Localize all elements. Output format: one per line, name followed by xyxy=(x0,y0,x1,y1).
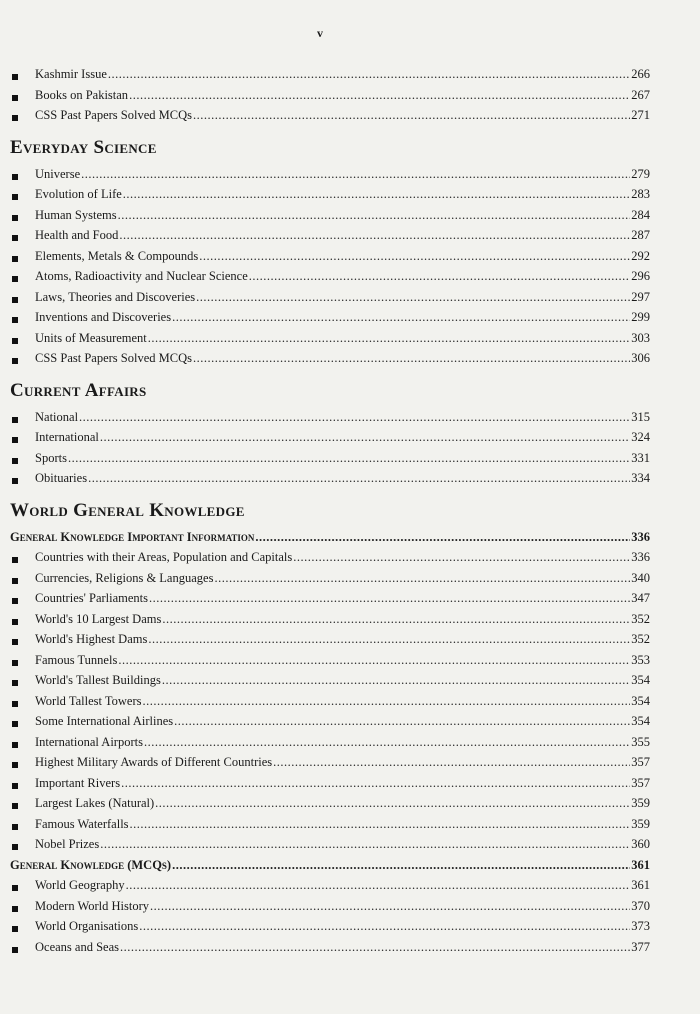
toc-entry-label: Evolution of Life xyxy=(35,187,122,201)
section-heading-world-gk: World General Knowledge xyxy=(10,499,245,521)
toc-entry[interactable] xyxy=(10,937,650,958)
toc-entry[interactable] xyxy=(10,348,650,369)
leader-dots xyxy=(199,246,630,267)
toc-entry[interactable] xyxy=(10,328,650,349)
bullet-icon xyxy=(12,358,18,364)
bullet-icon xyxy=(12,215,18,221)
toc-entry[interactable] xyxy=(10,814,650,835)
bullet-icon xyxy=(12,578,18,584)
current-affairs-list xyxy=(10,407,650,489)
toc-entry[interactable] xyxy=(10,225,650,246)
leader-dots xyxy=(118,205,631,226)
leader-dots xyxy=(143,691,631,712)
toc-entry-page: 331 xyxy=(631,450,650,465)
subheading-gk-important-info[interactable] xyxy=(10,527,650,548)
bullet-icon xyxy=(12,338,18,344)
toc-entry[interactable] xyxy=(10,650,650,671)
leader-dots xyxy=(196,287,630,308)
toc-entry-page: 299 xyxy=(631,310,650,324)
leader-dots xyxy=(108,64,630,85)
toc-entry[interactable] xyxy=(10,711,650,732)
toc-entry-page: 266 xyxy=(631,67,650,81)
toc-entry-page: 354 xyxy=(631,693,650,708)
toc-entry[interactable] xyxy=(10,875,650,896)
bullet-icon xyxy=(12,115,18,121)
toc-entry-label: Famous Waterfalls xyxy=(35,816,129,831)
toc-entry[interactable] xyxy=(10,287,650,308)
subheading-page: 361 xyxy=(631,857,650,872)
bullet-icon xyxy=(12,194,18,200)
toc-entry[interactable] xyxy=(10,670,650,691)
leader-dots xyxy=(119,225,630,246)
toc-entry-page: 296 xyxy=(631,269,650,283)
toc-entry[interactable] xyxy=(10,896,650,917)
toc-entry[interactable] xyxy=(10,793,650,814)
leader-dots xyxy=(100,427,630,448)
bullet-icon xyxy=(12,95,18,101)
toc-entry-page: 370 xyxy=(631,898,650,913)
toc-entry-page: 359 xyxy=(631,796,650,810)
toc-entry-label: Inventions and Discoveries xyxy=(35,310,172,324)
toc-entry-label: Laws, Theories and Discoveries xyxy=(35,289,196,304)
toc-entry-label: World Tallest Towers xyxy=(35,693,142,708)
toc-entry-page: 352 xyxy=(631,632,650,646)
leader-dots xyxy=(150,896,630,917)
toc-entry[interactable] xyxy=(10,588,650,609)
toc-entry[interactable] xyxy=(10,307,650,328)
toc-entry[interactable] xyxy=(10,691,650,712)
leader-dots xyxy=(162,670,630,691)
toc-entry[interactable] xyxy=(10,427,650,448)
bullet-icon xyxy=(12,557,18,563)
toc-entry[interactable] xyxy=(10,609,650,630)
leader-dots xyxy=(148,629,630,650)
leader-dots xyxy=(255,527,630,548)
toc-entry[interactable] xyxy=(10,916,650,937)
bullet-icon xyxy=(12,256,18,262)
leader-dots xyxy=(214,568,630,589)
toc-entry-page: 279 xyxy=(631,166,650,181)
leader-dots xyxy=(144,732,630,753)
toc-entry-label: Human Systems xyxy=(35,207,117,222)
toc-entry-label: National xyxy=(35,409,79,424)
leader-dots xyxy=(149,588,630,609)
toc-entry-page: 297 xyxy=(631,289,650,304)
bullet-icon xyxy=(12,824,18,830)
toc-entry-page: 287 xyxy=(631,228,650,242)
toc-entry-page: 361 xyxy=(631,878,650,892)
bullet-icon xyxy=(12,276,18,282)
leader-dots xyxy=(162,609,630,630)
toc-entry-page: 267 xyxy=(631,87,650,102)
bullet-icon xyxy=(12,235,18,241)
toc-entry[interactable] xyxy=(10,448,650,469)
bullet-icon xyxy=(12,783,18,789)
bullet-icon xyxy=(12,742,18,748)
toc-entry[interactable] xyxy=(10,105,650,126)
toc-entry-label: Nobel Prizes xyxy=(35,837,100,851)
toc-entry-label: Currencies, Religions & Languages xyxy=(35,570,214,585)
everyday-science-list xyxy=(10,164,650,369)
bullet-icon xyxy=(12,762,18,768)
table-of-contents xyxy=(10,64,650,957)
bullet-icon xyxy=(12,639,18,645)
toc-entry-label: Units of Measurement xyxy=(35,330,147,345)
leader-dots xyxy=(129,85,630,106)
bullet-icon xyxy=(12,598,18,604)
bullet-icon xyxy=(12,417,18,423)
toc-entry-page: 340 xyxy=(631,570,650,585)
leader-dots xyxy=(273,752,630,773)
toc-entry-label: Largest Lakes (Natural) xyxy=(35,796,155,810)
toc-entry[interactable] xyxy=(10,164,650,185)
bullet-icon xyxy=(12,680,18,686)
toc-entry[interactable] xyxy=(10,834,650,855)
toc-entry[interactable] xyxy=(10,629,650,650)
bullet-icon xyxy=(12,619,18,625)
intro-list xyxy=(10,64,650,126)
bullet-icon xyxy=(12,947,18,953)
toc-entry-page: 359 xyxy=(631,816,650,831)
toc-entry-label: World's 10 Largest Dams xyxy=(35,611,162,626)
toc-entry-page: 271 xyxy=(631,108,650,122)
bullet-icon xyxy=(12,885,18,891)
toc-entry-label: Highest Military Awards of Different Countries xyxy=(35,755,273,769)
toc-entry-page: 303 xyxy=(631,330,650,345)
toc-entry-page: 306 xyxy=(631,351,650,365)
toc-entry-page: 324 xyxy=(631,430,650,444)
bullet-icon xyxy=(12,297,18,303)
toc-entry-label: Kashmir Issue xyxy=(35,67,107,81)
subheading-page: 336 xyxy=(631,529,650,544)
toc-entry-page: 347 xyxy=(631,591,650,605)
leader-dots xyxy=(126,875,631,896)
toc-entry-page: 283 xyxy=(631,187,650,201)
toc-entry[interactable] xyxy=(10,547,650,568)
leader-dots xyxy=(121,773,630,794)
toc-entry-label: Some International Airlines xyxy=(35,714,174,728)
toc-entry-label: World Organisations xyxy=(35,919,139,933)
toc-entry-label: World's Tallest Buildings xyxy=(35,673,161,687)
toc-entry[interactable] xyxy=(10,246,650,267)
bullet-icon xyxy=(12,174,18,180)
bullet-icon xyxy=(12,701,18,707)
leader-dots xyxy=(81,164,630,185)
bullet-icon xyxy=(12,906,18,912)
toc-entry-page: 355 xyxy=(631,734,650,749)
toc-entry[interactable] xyxy=(10,205,650,226)
subheading-label: General Knowledge (MCQs) xyxy=(10,857,172,872)
toc-entry-label: Sports xyxy=(35,450,67,465)
toc-entry[interactable] xyxy=(10,85,650,106)
toc-entry[interactable] xyxy=(10,752,650,773)
toc-entry-label: International xyxy=(35,430,99,444)
toc-entry-page: 357 xyxy=(631,775,650,790)
bullet-icon xyxy=(12,926,18,932)
toc-entry[interactable] xyxy=(10,468,650,489)
toc-entry-label: Elements, Metals & Compounds xyxy=(35,248,199,263)
leader-dots xyxy=(174,711,630,732)
toc-entry-label: World's Highest Dams xyxy=(35,632,148,646)
toc-entry-page: 284 xyxy=(631,207,650,222)
bullet-icon xyxy=(12,660,18,666)
toc-entry-page: 357 xyxy=(631,755,650,769)
toc-entry-label: Famous Tunnels xyxy=(35,652,118,667)
bullet-icon xyxy=(12,803,18,809)
toc-entry[interactable] xyxy=(10,568,650,589)
subheading-gk-mcqs[interactable] xyxy=(10,855,650,876)
leader-dots xyxy=(139,916,630,937)
toc-entry-page: 353 xyxy=(631,652,650,667)
toc-entry-page: 292 xyxy=(631,248,650,263)
leader-dots xyxy=(88,468,630,489)
section-heading-current-affairs: Current Affairs xyxy=(10,379,147,401)
leader-dots xyxy=(120,937,630,958)
toc-entry-label: Modern World History xyxy=(35,898,150,913)
toc-entry-page: 373 xyxy=(631,919,650,933)
page-number: v xyxy=(317,26,323,40)
leader-dots xyxy=(68,448,630,469)
toc-entry-label: Countries with their Areas, Population and Capitals xyxy=(35,550,293,564)
toc-entry[interactable] xyxy=(10,773,650,794)
toc-entry-label: CSS Past Papers Solved MCQs xyxy=(35,351,192,365)
toc-entry-label: World Geography xyxy=(35,878,125,892)
toc-entry-label: International Airports xyxy=(35,734,143,749)
toc-entry-page: 334 xyxy=(631,471,650,485)
bullet-icon xyxy=(12,437,18,443)
toc-entry-label: Oceans and Seas xyxy=(35,939,119,954)
leader-dots xyxy=(123,184,630,205)
toc-entry-page: 354 xyxy=(631,714,650,728)
leader-dots xyxy=(148,328,630,349)
section-heading-everyday-science: Everyday Science xyxy=(10,136,157,158)
toc-entry[interactable] xyxy=(10,732,650,753)
toc-entry-label: Important Rivers xyxy=(35,775,121,790)
toc-entry[interactable] xyxy=(10,184,650,205)
toc-entry[interactable] xyxy=(10,266,650,287)
leader-dots xyxy=(79,407,630,428)
toc-entry[interactable] xyxy=(10,407,650,428)
leader-dots xyxy=(118,650,630,671)
toc-entry-page: 360 xyxy=(631,837,650,851)
toc-entry-label: Obituaries xyxy=(35,471,88,485)
toc-entry-page: 354 xyxy=(631,673,650,687)
leader-dots xyxy=(130,814,631,835)
leader-dots xyxy=(293,547,630,568)
leader-dots xyxy=(193,105,630,126)
toc-entry-page: 336 xyxy=(631,550,650,564)
toc-entry-page: 315 xyxy=(631,409,650,424)
toc-entry-label: Universe xyxy=(35,166,81,181)
leader-dots xyxy=(193,348,630,369)
leader-dots xyxy=(155,793,630,814)
toc-entry-label: Atoms, Radioactivity and Nuclear Science xyxy=(35,269,248,283)
leader-dots xyxy=(100,834,630,855)
bullet-icon xyxy=(12,317,18,323)
leader-dots xyxy=(172,855,630,876)
bullet-icon xyxy=(12,74,18,80)
leader-dots xyxy=(249,266,630,287)
bullet-icon xyxy=(12,458,18,464)
bullet-icon xyxy=(12,478,18,484)
bullet-icon xyxy=(12,844,18,850)
gk-mcqs-list xyxy=(10,875,650,957)
toc-entry-page: 377 xyxy=(631,939,650,954)
toc-entry-label: Health and Food xyxy=(35,228,119,242)
toc-entry-page: 352 xyxy=(631,611,650,626)
toc-entry[interactable] xyxy=(10,64,650,85)
gk-important-info-list xyxy=(10,547,650,855)
toc-entry-label: CSS Past Papers Solved MCQs xyxy=(35,108,192,122)
subheading-label: General Knowledge Important Information xyxy=(10,529,255,544)
bullet-icon xyxy=(12,721,18,727)
toc-entry-label: Countries' Parliaments xyxy=(35,591,149,605)
toc-entry-label: Books on Pakistan xyxy=(35,87,129,102)
leader-dots xyxy=(172,307,630,328)
